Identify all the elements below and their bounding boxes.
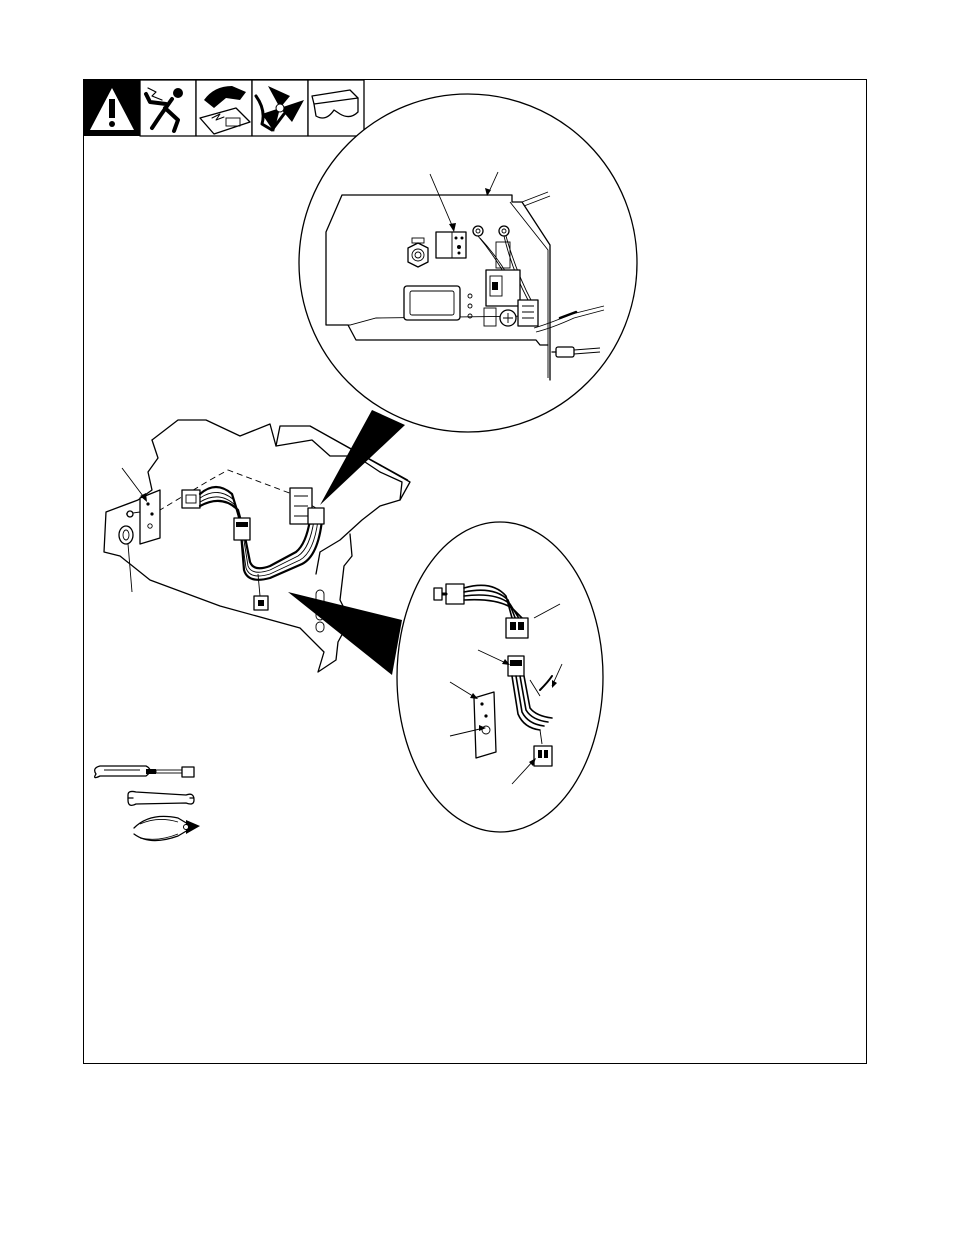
safety-icon-strip [84,80,364,136]
electric-shock-icon [140,80,196,136]
magnifier-ellipse-bottom [397,522,603,832]
callout-wedge-top [320,410,405,505]
static-discharge-icon [196,80,252,136]
wrench-icon [128,791,194,805]
switch-plate-detail [474,692,496,758]
tools-group [95,766,200,841]
detail-circle-bottom [397,522,603,832]
hex-nut [119,526,133,544]
detail-circle-top [299,94,637,505]
warning-icon [84,80,140,136]
safety-glasses-icon [308,80,364,136]
switch-plate [436,232,466,258]
magnifier-circle-top [299,94,637,432]
screwdriver-icon [95,766,194,778]
cutting-pliers-icon [134,816,200,840]
moving-parts-icon [252,80,308,136]
